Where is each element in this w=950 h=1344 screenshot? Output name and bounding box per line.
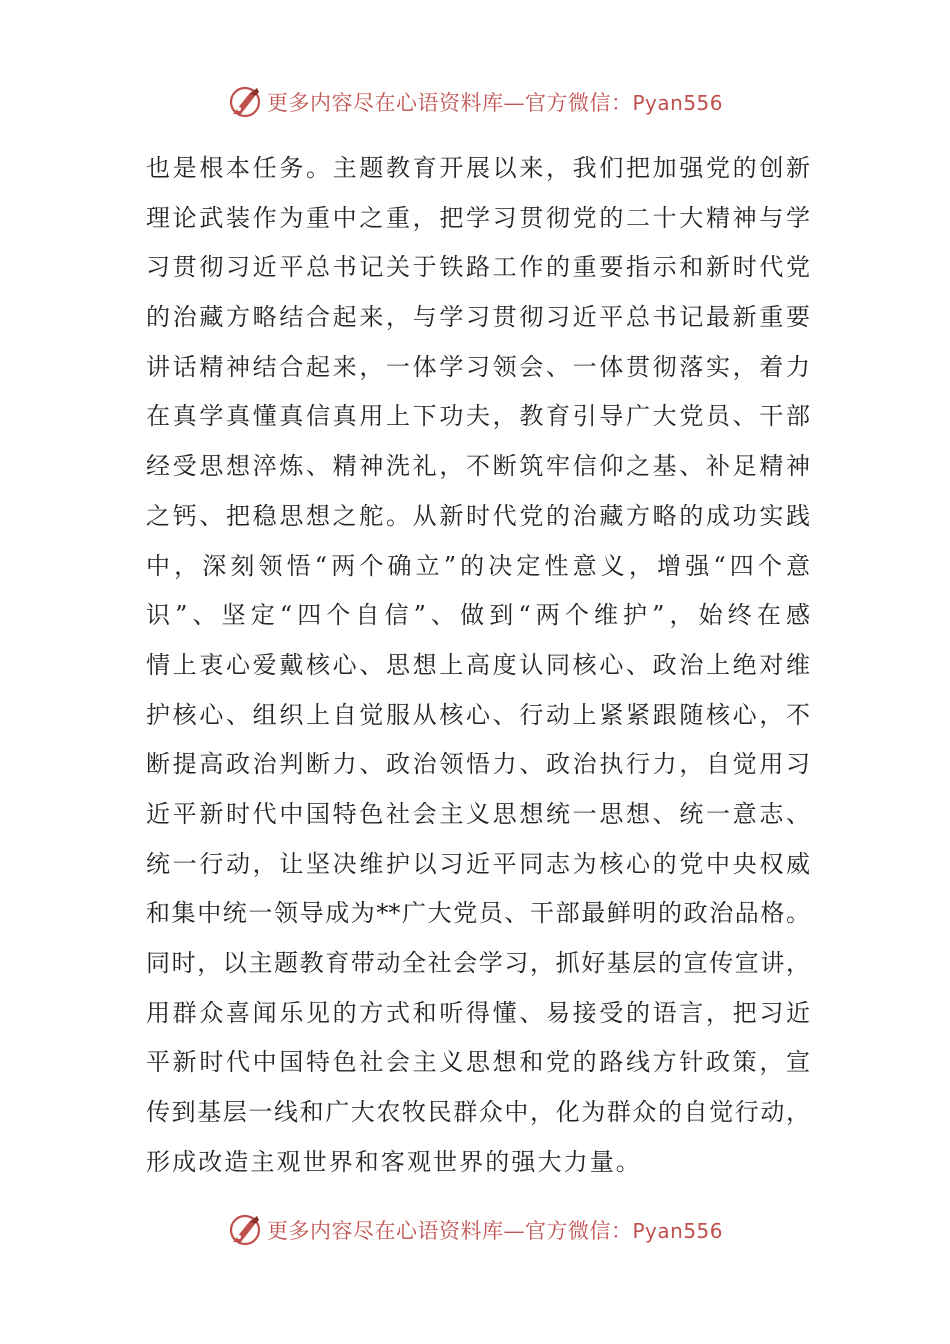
body-line: 和集中统一领导成为**广大党员、干部最鲜明的政治品格。 — [146, 899, 810, 928]
body-line: 讲话精神结合起来，一体学习领会、一体贯彻落实，着力 — [146, 352, 810, 381]
body-line: 理论武装作为重中之重，把学习贯彻党的二十大精神与学 — [146, 203, 810, 232]
footer-banner-text: 更多内容尽在心语资料库—官方微信：Pyan556 — [266, 1219, 723, 1243]
header-wechat-id: Pyan556 — [632, 91, 723, 115]
body-line: 统一行动，让坚决维护以习近平同志为核心的党中央权威 — [146, 849, 810, 878]
body-line: 之钙、把稳思想之舵。从新时代党的治藏方略的成功实践 — [146, 501, 810, 530]
body-line: 近平新时代中国特色社会主义思想统一思想、统一意志、 — [146, 799, 810, 828]
footer-wechat-id: Pyan556 — [632, 1219, 723, 1243]
body-line: 在真学真懂真信真用上下功夫，教育引导广大党员、干部 — [146, 402, 810, 431]
document-body — [146, 144, 810, 1187]
body-line: 断提高政治判断力、政治领悟力、政治执行力，自觉用习 — [146, 750, 810, 779]
body-line: 护核心、组织上自觉服从核心、行动上紧紧跟随核心，不 — [146, 700, 810, 729]
body-line: 的治藏方略结合起来，与学习贯彻习近平总书记最新重要 — [146, 303, 810, 332]
body-line: 同时，以主题教育带动全社会学习，抓好基层的宣传宣讲， — [146, 949, 810, 977]
footer-banner — [0, 1210, 950, 1250]
pen-nib-logo-icon — [227, 1212, 263, 1248]
body-line: 形成改造主观世界和客观世界的强大力量。 — [146, 1147, 642, 1176]
header-banner — [0, 82, 950, 122]
body-line: 经受思想淬炼、精神洗礼，不断筑牢信仰之基、补足精神 — [146, 452, 810, 481]
body-line: 也是根本任务。主题教育开展以来，我们把加强党的创新 — [146, 154, 810, 182]
pen-nib-logo-icon — [227, 84, 263, 120]
body-line: 传到基层一线和广大农牧民群众中，化为群众的自觉行动， — [146, 1098, 810, 1127]
header-banner-text: 更多内容尽在心语资料库—官方微信：Pyan556 — [266, 91, 723, 115]
body-line: 情上衷心爱戴核心、思想上高度认同核心、政治上绝对维 — [146, 650, 810, 679]
body-line: 平新时代中国特色社会主义思想和党的路线方针政策，宣 — [146, 1048, 810, 1077]
body-line: 用群众喜闻乐见的方式和听得懂、易接受的语言，把习近 — [146, 998, 810, 1027]
body-line: 识”、坚定“四个自信”、做到“两个维护”，始终在感 — [146, 601, 810, 630]
body-line: 习贯彻习近平总书记关于铁路工作的重要指示和新时代党 — [146, 253, 810, 282]
body-line: 中，深刻领悟“两个确立”的决定性意义，增强“四个意 — [146, 551, 810, 580]
